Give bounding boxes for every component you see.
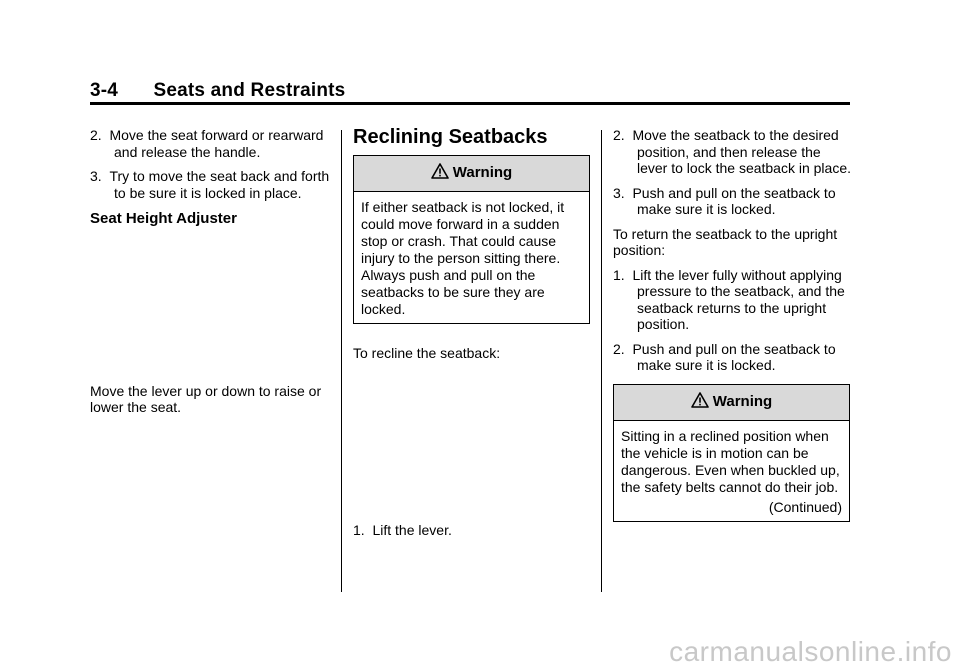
header-rule (90, 102, 850, 105)
column-2 (353, 127, 593, 547)
list-item: 1. Lift the lever fully without applying pressure to the seatback, and the seatback returns to the upright position. (613, 266, 845, 332)
warning-triangle-icon (431, 163, 449, 179)
warning-body (614, 421, 849, 521)
list-item: 3. Try to move the seat back and forth to be sure it is locked in place. (90, 168, 330, 201)
list-item: 2. Push and pull on the seatback to make sure it is locked. (613, 340, 836, 373)
warning-box (613, 384, 850, 522)
column-divider-1 (341, 130, 342, 592)
image-placeholder (353, 369, 593, 522)
paragraph-seat-height: Move the lever up or down to raise or lower the seat. (90, 382, 322, 415)
column-1 (90, 127, 330, 424)
column-divider-2 (601, 130, 602, 592)
list-item: 3. Push and pull on the seatback to make sure it is locked. (613, 184, 836, 217)
warning-box (353, 155, 590, 324)
subheading-seat-height-adjuster: Seat Height Adjuster (90, 210, 237, 227)
warning-header (614, 385, 849, 421)
column-3 (613, 127, 853, 522)
section-title: Seats and Restraints (153, 80, 346, 101)
paragraph-return-upright: To return the seatback to the upright position: (613, 225, 838, 258)
page-header (90, 80, 345, 102)
watermark: carmanualsonline.info (669, 636, 952, 667)
warning-triangle-icon (691, 392, 709, 408)
continued-label: (Continued) (768, 498, 842, 515)
warning-body-text: Sitting in a reclined position when the vehicle is in motion can be dangerous. Even when buckled up, the safety belts cannot do their job. (621, 427, 840, 495)
warning-title: Warning (452, 163, 513, 181)
warning-body: If either seatback is not locked, it could move forward in a sudden stop or crash. That could cause injury to the person sitting there. Always push and pull on the seatbacks to be sure they are locked. (361, 198, 565, 317)
section-number: 3-4 (90, 80, 119, 101)
list-item: 2. Move the seatback to the desired position, and then release the lever to lock the seatback in place. (613, 127, 852, 176)
heading-reclining-seatbacks: Reclining Seatbacks (353, 126, 548, 148)
list-item: 2. Move the seat forward or rearward and release the handle. (90, 127, 324, 160)
list-item: 1. Lift the lever. (353, 522, 452, 538)
warning-title: Warning (712, 392, 773, 410)
paragraph-recline-intro: To recline the seatback: (353, 344, 501, 361)
warning-header (354, 156, 589, 192)
image-placeholder (90, 228, 330, 383)
